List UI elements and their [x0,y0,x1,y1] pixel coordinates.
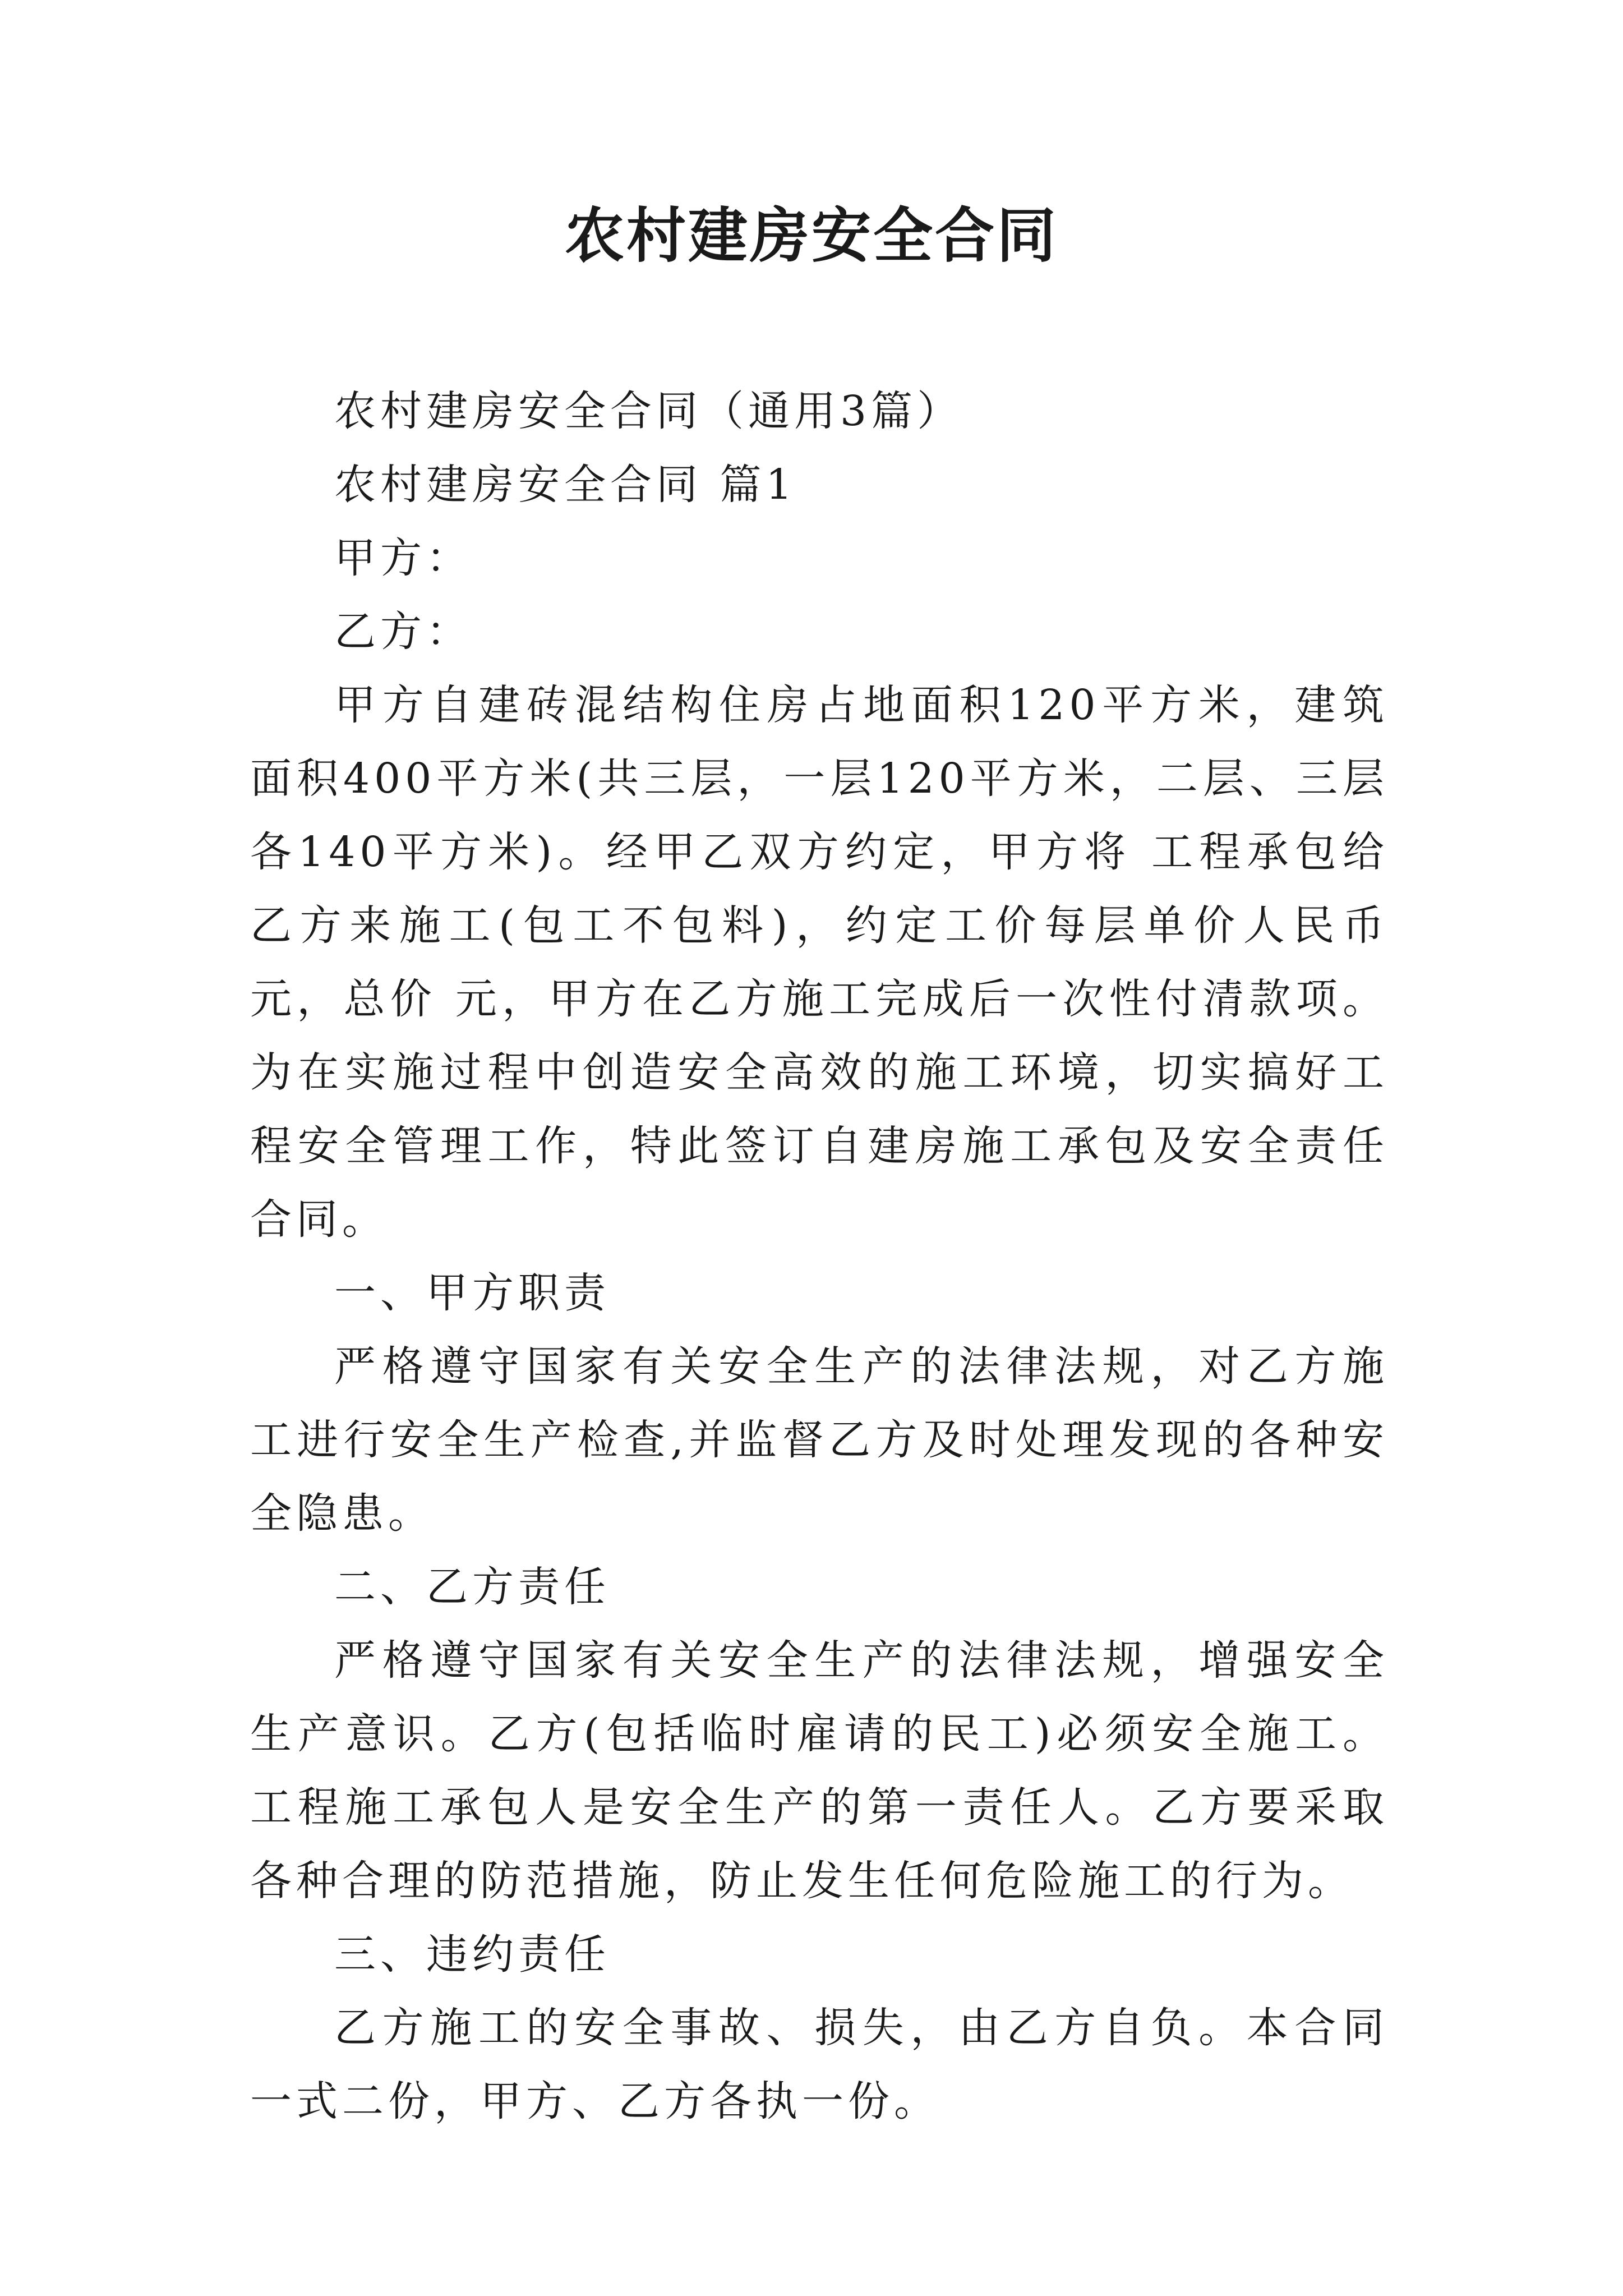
clause-text-party-a-duties: 严格遵守国家有关安全生产的法律法规，对乙方施工进行安全生产检查,并监督乙方及时处理发现的各种安全隐患。 [250,1342,1389,1538]
document-body [250,375,1389,2138]
clause-heading-liability: 三、违约责任 [334,1930,610,1978]
clause-heading-party-a-duties: 一、甲方职责 [334,1269,610,1317]
party-b-line: 乙方： [334,608,472,656]
preamble-paragraph: 甲方自建砖混结构住房占地面积120平方米，建筑面积400平方米(共三层，一层120平方米，二层、三层各140平方米)。经甲乙双方约定，甲方将 工程承包给乙方来施工(包工不包料)，约定工价每层单价人民币 元，总价 元，甲方在乙方施工完成后一次性付清款项。为在实施过程中创造安全高效的施工环境，切实搞好工程安全管理工作，特此签订自建房施工承包及安全责任合同。 [250,681,1389,1244]
clause-text-liability: 乙方施工的安全事故、损失，由乙方自负。本合同一式二份，甲方、乙方各执一份。 [250,2004,1389,2125]
party-a-line: 甲方： [334,534,472,582]
subtitle-paragraph: 农村建房安全合同（通用3篇） [334,387,963,435]
section-heading-part-1: 农村建房安全合同 篇1 [334,461,797,509]
clause-text-party-b-duties: 严格遵守国家有关安全生产的法律法规，增强安全生产意识。乙方(包括临时雇请的民工)必须安全施工。工程施工承包人是安全生产的第一责任人。乙方要采取各种合理的防范措施，防止发生任何危险施工的行为。 [250,1636,1389,1905]
document-title: 农村建房安全合同 [565,200,1058,270]
clause-heading-party-b-duties: 二、乙方责任 [334,1563,610,1611]
